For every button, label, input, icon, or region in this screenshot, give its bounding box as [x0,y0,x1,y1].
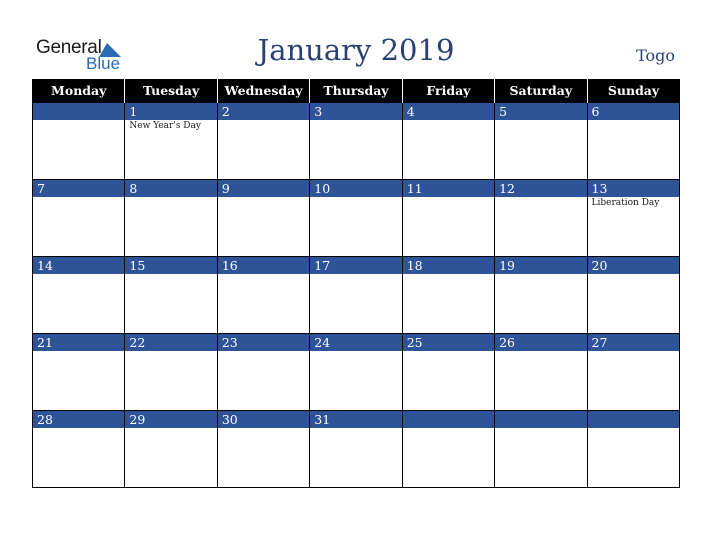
day-cell [217,180,309,257]
day-number: 4 [403,103,494,120]
day-number: 16 [218,257,309,274]
day-cell [310,334,402,411]
day-cell [402,103,494,180]
holiday-label: New Year's Day [129,121,201,131]
day-cell [33,257,125,334]
day-number: 11 [403,180,494,197]
weekday-header: Tuesday [125,79,217,103]
day-cell [217,257,309,334]
week-row [33,103,680,180]
day-cell [125,103,217,180]
day-number: 23 [218,334,309,351]
day-cell [495,257,587,334]
day-cell [33,180,125,257]
day-number: 30 [218,411,309,428]
day-number: 26 [495,334,586,351]
day-cell [495,411,587,488]
day-number: 28 [33,411,124,428]
day-cell [402,334,494,411]
day-cell [402,257,494,334]
day-cell [33,411,125,488]
day-number: 21 [33,334,124,351]
calendar-grid [32,79,680,488]
day-cell [125,257,217,334]
day-number: 29 [125,411,216,428]
day-cell [310,411,402,488]
day-number: 22 [125,334,216,351]
day-cell [125,334,217,411]
weekday-header: Sunday [587,79,679,103]
day-cell [587,257,679,334]
day-number: 2 [218,103,309,120]
day-number: 15 [125,257,216,274]
day-cell [310,103,402,180]
week-row [33,257,680,334]
day-number: 9 [218,180,309,197]
weekday-header: Saturday [495,79,587,103]
day-number [33,103,124,120]
weekday-header: Wednesday [217,79,309,103]
day-number: 10 [310,180,401,197]
day-cell [587,334,679,411]
day-cell [33,334,125,411]
day-number [588,411,679,428]
weekday-header: Friday [402,79,494,103]
day-number: 1 [125,103,216,120]
day-number: 27 [588,334,679,351]
day-number: 13 [588,180,679,197]
holiday-label: Liberation Day [591,198,660,208]
day-number: 7 [33,180,124,197]
day-number: 5 [495,103,586,120]
day-number: 17 [310,257,401,274]
day-cell [587,180,679,257]
day-number: 8 [125,180,216,197]
page-title: January 2019 [257,33,455,67]
day-cell [495,103,587,180]
day-number: 14 [33,257,124,274]
calendar-body [33,103,680,488]
day-cell [125,180,217,257]
day-cell [125,411,217,488]
weekday-header: Monday [33,79,125,103]
day-number: 12 [495,180,586,197]
day-number: 24 [310,334,401,351]
day-cell [310,257,402,334]
week-row [33,334,680,411]
day-cell [495,180,587,257]
weekday-header: Thursday [310,79,402,103]
weekday-header-row [33,79,680,103]
logo-word-general: General [36,37,102,58]
day-number: 19 [495,257,586,274]
day-number [495,411,586,428]
day-cell [310,180,402,257]
week-row [33,180,680,257]
day-cell [495,334,587,411]
day-cell [587,103,679,180]
day-cell [217,411,309,488]
day-number [403,411,494,428]
day-number: 25 [403,334,494,351]
day-number: 18 [403,257,494,274]
week-row [33,411,680,488]
day-cell [217,334,309,411]
day-cell [217,103,309,180]
day-cell [587,411,679,488]
day-cell [402,180,494,257]
day-cell [33,103,125,180]
day-cell [402,411,494,488]
day-number: 3 [310,103,401,120]
country-label: Togo [636,46,675,65]
day-number: 20 [588,257,679,274]
day-number: 31 [310,411,401,428]
day-number: 6 [588,103,679,120]
logo-word-blue: Blue [86,54,121,73]
